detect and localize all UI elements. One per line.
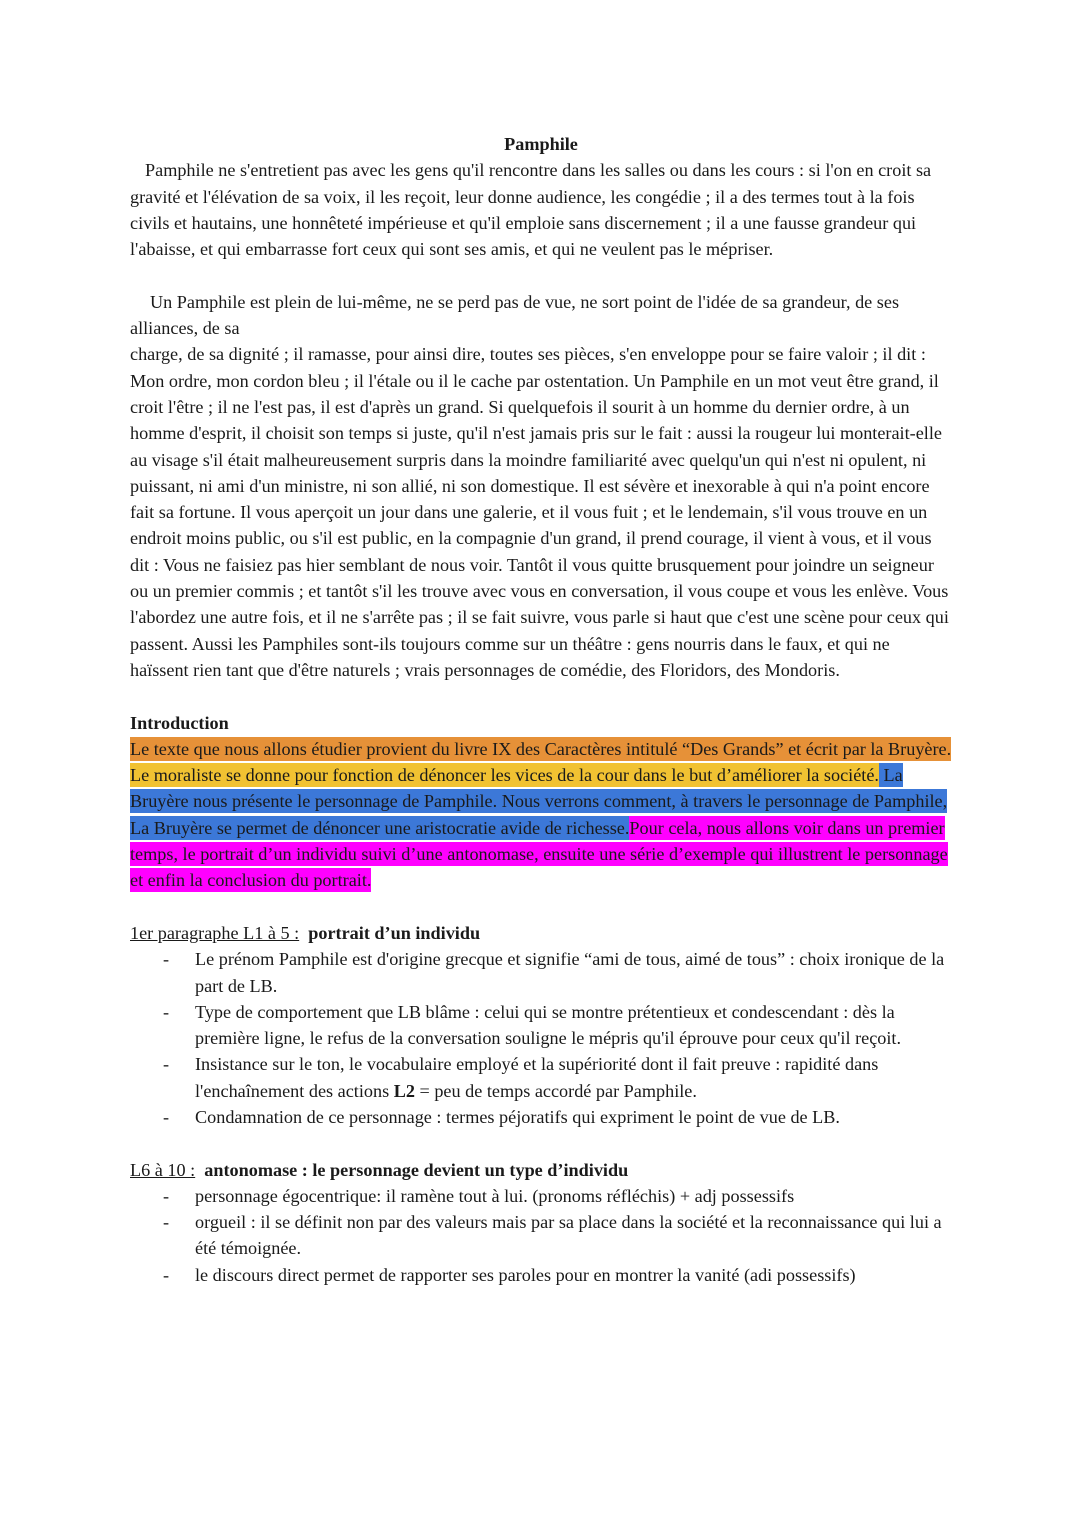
introduction-heading: Introduction [130,712,229,733]
highlight-blue-problematic: La Bruyère nous présente le personnage de Pamphile. Nous verrons comment, à travers le personnage de Pamphile, La Bruyère se permet de dénoncer une aristocratie avide de richesse. [130,765,948,838]
section-title: portrait d’un individu [308,922,481,943]
bullet-item: - orgueil : il se définit non par des valeurs mais par sa place dans la société et la reconnaissance qui lui a été témoignée. [195,1209,952,1262]
bullet-item: - personnage égocentrique: il ramène tout à lui. (pronoms réfléchis) + adj possessifs [195,1183,952,1209]
highlight-yellow-author-aim: Le moraliste se donne pour fonction de dénoncer les vices de la cour dans le but d’améliorer la société. [130,765,879,786]
spacer [130,1130,952,1156]
introduction-paragraph [130,736,952,894]
bullet-text: = peu de temps accordé par Pamphile. [414,1080,697,1101]
section-1-bullets [130,946,952,1130]
line-reference: L2 [393,1080,415,1101]
section-heading-1 [130,920,952,946]
document-page [130,131,952,1288]
spacer [130,894,952,920]
text-paragraph-2: Un Pamphile est plein de lui-même, ne se perd pas de vue, ne sort point de l'idée de sa grandeur, de ses alliances, de sa [130,291,900,339]
document-title: Pamphile [504,134,578,154]
section-ref: L6 à 10 : [130,1159,196,1180]
text-paragraph-3: charge, de sa dignité ; il ramasse, pour ainsi dire, toutes ses pièces, s'en enveloppe pour se faire valoir ; il dit : Mon ordre, mon cordon bleu ; il l'étale ou il le cache par ostentation. Un Pamphile en un mot veut être grand, il croit l'être ; il ne l'est pas, il est d'après un grand. Si quelquefois il sourit à un homme du dernier ordre, à un homme d'esprit, il choisit son temps si juste, qu'il n'est jamais pris sur le fait : aussi la rougeur lui monterait-elle au visage s'il était malheureusement surpris dans la moindre familiarité avec quelqu'un qui n'est ni opulent, ni puissant, ni ami d'un ministre, ni son allié, ni son domestique. Il est sévère et inexorable à qui n'a point encore fait sa fortune. Il vous aperçoit un jour dans une galerie, et il vous fuit ; et le lendemain, s'il vous trouve en un endroit moins public, ou s'il est public, en la compagnie d'un grand, il prend courage, il vient à vous, et il vous dit : Vous ne faisiez pas hier semblant de nous voir. Tantôt il vous quitte brusquement pour joindre un seigneur ou un premier commis ; et tantôt s'il les trouve avec vous en conversation, il vous coupe et vous les enlève. Vous l'abordez une autre fois, et il ne s'arrête pas ; il se fait suivre, vous parle si haut que c'est une scène pour ceux qui passent. Aussi les Pamphiles sont-ils toujours comme sur un théâtre : gens nourris dans le faux, et qui ne haïssent rien tant que d'être naturels ; vrais personnages de comédie, des Floridors, des Mondoris. [130,344,949,680]
text-paragraph-1: Pamphile ne s'entretient pas avec les gens qu'il rencontre dans les salles ou dans les cours : si l'on en croit sa gravité et l'élévation de sa voix, il les reçoit, leur donne audience, les congédie ; il a des termes tout à la fois civils et hautains, une honnêteté impérieuse et qu'il emploie sans discernement ; il a une fausse grandeur qui l'abaisse, et qui embarrasse fort ceux qui sont ses amis, et qui ne veulent pas le mépriser. [130,160,932,260]
bullet-item: - Type de comportement que LB blâme : celui qui se montre prétentieux et condescendant : dès la première ligne, le refus de la conversation souligne le mépris qu'il éprouve pour ceux qu'il reçoit. [195,999,952,1052]
bullet-item: - le discours direct permet de rapporter ses paroles pour en montrer la vanité (adi possessifs) [195,1262,952,1288]
spacer [130,683,952,709]
bullet-text: Insistance sur le ton, le vocabulaire employé et la supériorité dont il fait preuve : rapidité dans l'enchaînement des actions [195,1054,879,1101]
highlight-orange-context: Le texte que nous allons étudier provient du livre IX des Caractères intitulé “Des Grands” et écrit par la Bruyère. [130,738,952,759]
bullet-item [195,1051,952,1104]
section-ref: 1er paragraphe L1 à 5 : [130,922,300,943]
section-2-bullets [130,1183,952,1288]
bullet-item: - Le prénom Pamphile est d'origine grecque et signifie “ami de tous, aimé de tous” : choix ironique de la part de LB. [195,946,952,999]
highlight-magenta-plan: Pour cela, nous allons voir dans un premier temps, le portrait d’un individu suivi d’une antonomase, ensuite une série d’exemple qui illustrent le personnage et enfin la conclusion du portrait. [130,817,948,891]
section-heading-2 [130,1157,952,1183]
bullet-item: - Condamnation de ce personnage : termes péjoratifs qui expriment le point de vue de LB. [195,1104,952,1130]
section-title: antonomase : le personnage devient un type d’individu [204,1159,629,1180]
spacer [130,262,952,288]
